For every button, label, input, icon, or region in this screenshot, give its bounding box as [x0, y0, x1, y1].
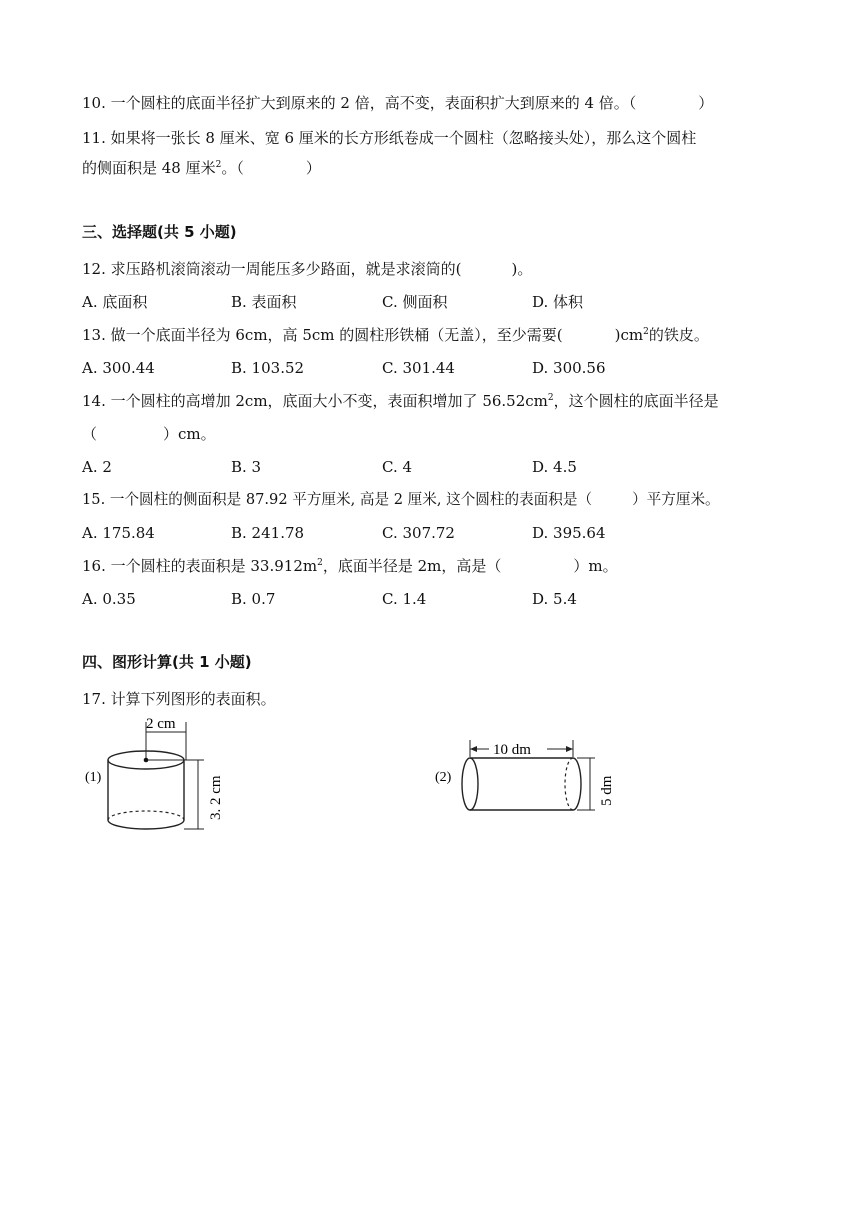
- question-12-close: )。: [511, 260, 533, 278]
- right-back-arc: [565, 758, 573, 810]
- q13-option-b[interactable]: B. 103.52: [231, 359, 305, 377]
- question-11-line2: [82, 158, 321, 178]
- question-15-close: ）平方厘米。: [632, 491, 720, 508]
- question-14-open: （: [82, 425, 98, 443]
- figure-2-label: (2): [435, 770, 452, 785]
- length-label: 10 dm: [493, 742, 531, 758]
- q16-option-c[interactable]: C. 1.4: [382, 590, 427, 608]
- question-10: [82, 93, 713, 113]
- question-11-close: ）: [305, 159, 321, 177]
- radius-label: 2 cm: [146, 716, 176, 732]
- question-13-tail: 的铁皮。: [648, 326, 709, 344]
- q13-option-a[interactable]: A. 300.44: [82, 359, 155, 377]
- question-15-text: 15. 一个圆柱的侧面积是 87.92 平方厘米, 高是 2 厘米, 这个圆柱的表面积是（: [82, 491, 593, 508]
- superscript: 2: [643, 327, 649, 337]
- question-11-text: 的侧面积是 48 厘米: [82, 159, 216, 177]
- q16-option-d[interactable]: D. 5.4: [532, 590, 577, 608]
- question-16-text-cont: ，底面半径是 2m，高是（: [322, 557, 502, 575]
- right-front-arc: [573, 758, 581, 810]
- question-14-text-cont: ，这个圆柱的底面半径是: [553, 392, 719, 410]
- left-ellipse: [462, 758, 478, 810]
- q14-option-d[interactable]: D. 4.5: [532, 458, 577, 476]
- superscript: 2: [215, 160, 222, 170]
- section-4-title: 四、图形计算(共 1 小题): [82, 653, 252, 671]
- superscript: 2: [547, 393, 554, 403]
- question-16: [82, 556, 618, 576]
- q15-option-d[interactable]: D. 395.64: [532, 524, 606, 542]
- q12-option-d[interactable]: D. 体积: [532, 293, 584, 311]
- q15-option-b[interactable]: B. 241.78: [231, 524, 305, 542]
- q16-option-b[interactable]: B. 0.7: [231, 590, 276, 608]
- height-label: 3. 2 cm: [208, 775, 224, 820]
- q15-option-c[interactable]: C. 307.72: [382, 524, 455, 542]
- figure-2-cylinder: [435, 735, 620, 815]
- superscript: 2: [317, 558, 323, 568]
- question-14-line1: [82, 391, 719, 411]
- q13-option-d[interactable]: D. 300.56: [532, 359, 606, 377]
- question-16-close: ）m。: [573, 557, 618, 575]
- figure-1-label: (1): [85, 770, 102, 785]
- question-14-text: 14. 一个圆柱的高增加 2cm，底面大小不变，表面积增加了 56.52cm: [82, 392, 548, 410]
- q16-option-a[interactable]: A. 0.35: [82, 590, 136, 608]
- question-10-text: 10. 一个圆柱的底面半径扩大到原来的 2 倍，高不变，表面积扩大到原来的 4 倍。（: [82, 94, 637, 112]
- question-11-open: 。（: [221, 159, 244, 177]
- question-11-line1: 11. 如果将一张长 8 厘米、宽 6 厘米的长方形纸卷成一个圆柱（忽略接头处），那么这个圆柱: [82, 129, 697, 147]
- q12-option-c[interactable]: C. 侧面积: [382, 293, 448, 311]
- diameter-label: 5 dm: [599, 775, 615, 806]
- question-10-close: ）: [698, 94, 714, 112]
- question-13-text: 13. 做一个底面半径为 6cm，高 5cm 的圆柱形铁桶（无盖），至少需要(: [82, 326, 563, 344]
- figure-1-cylinder: [80, 712, 240, 838]
- question-12-text: 12. 求压路机滚筒滚动一周能压多少路面，就是求滚筒的(: [82, 260, 462, 278]
- center-dot: [144, 758, 149, 763]
- q14-option-c[interactable]: C. 4: [382, 458, 413, 476]
- q14-option-b[interactable]: B. 3: [231, 458, 262, 476]
- q12-option-a[interactable]: A. 底面积: [82, 293, 148, 311]
- question-13: [82, 325, 709, 345]
- question-16-text: 16. 一个圆柱的表面积是 33.912m: [82, 557, 318, 575]
- question-14-line2: [82, 424, 216, 444]
- arrow-left-icon: [470, 746, 477, 752]
- question-15: [82, 490, 720, 510]
- question-17: 17. 计算下列图形的表面积。: [82, 690, 276, 708]
- question-12: [82, 259, 532, 279]
- question-13-close: )cm: [614, 326, 644, 344]
- arrow-right-icon: [566, 746, 573, 752]
- bottom-front-arc: [108, 820, 184, 829]
- q14-option-a[interactable]: A. 2: [82, 458, 112, 476]
- q13-option-c[interactable]: C. 301.44: [382, 359, 455, 377]
- section-3-title: 三、选择题(共 5 小题): [82, 223, 237, 241]
- q12-option-b[interactable]: B. 表面积: [231, 293, 297, 311]
- bottom-back-arc: [108, 811, 184, 820]
- question-14-close: ）cm。: [163, 425, 216, 443]
- q15-option-a[interactable]: A. 175.84: [82, 524, 155, 542]
